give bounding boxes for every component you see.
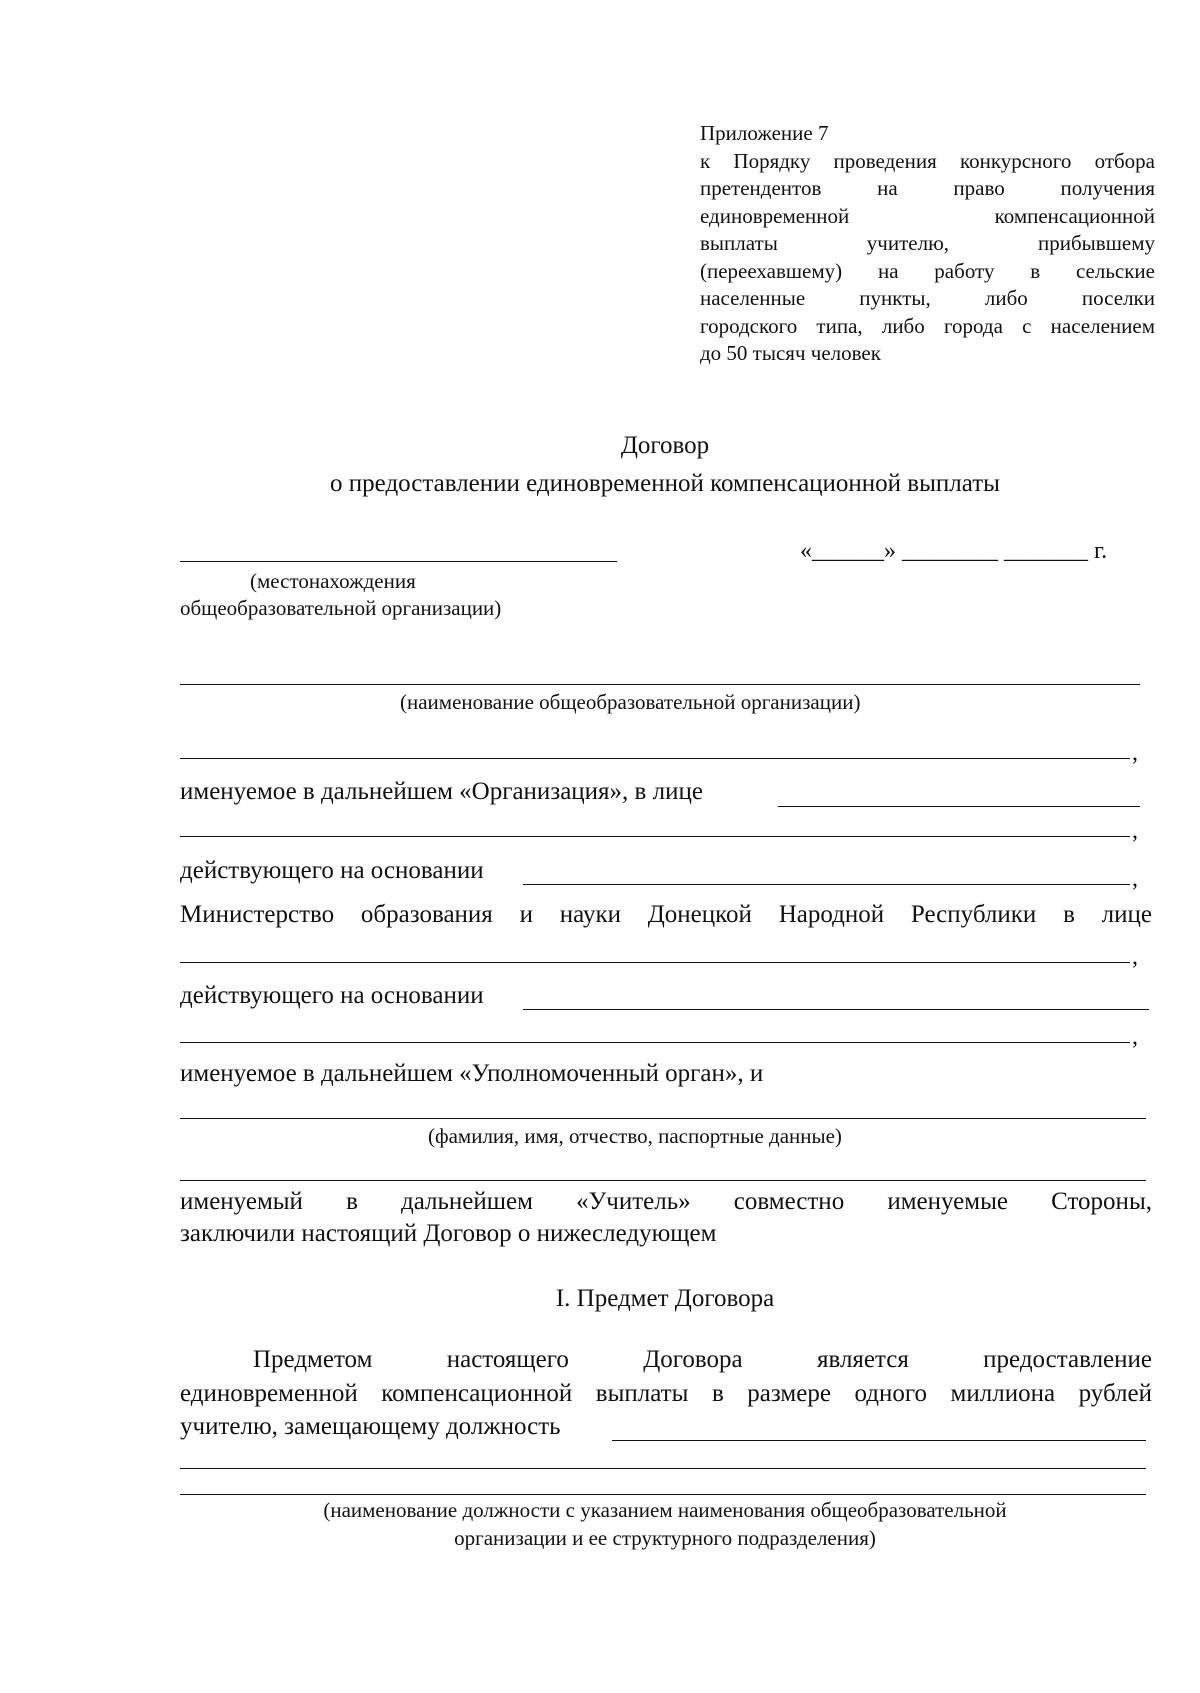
section-paragraph-line: Предметом настоящего Договора является предоставление (253, 1346, 1152, 1373)
location-note: общеобразовательной организации) (180, 596, 502, 620)
date-field[interactable]: «______» ________ _______ г. (800, 538, 1108, 564)
position-note: (наименование должности с указанием наименования общеобразовательной (323, 1498, 1007, 1522)
comma: , (1132, 818, 1138, 844)
org-named-text: именуемое в дальнейшем «Организация», в лице (180, 778, 703, 805)
document-subtitle: о предоставлении единовременной компенсационной выплаты (330, 470, 1000, 497)
section-paragraph-line: единовременной компенсационной выплаты в размере одного миллиона рублей (180, 1380, 1152, 1407)
org-name-note: (наименование общеобразовательной организации) (400, 690, 861, 714)
location-field[interactable] (180, 561, 617, 562)
concluded-text: заключили настоящий Договор о нижеследующем (180, 1220, 717, 1247)
org-name-field[interactable] (180, 684, 1140, 685)
appendix-line: городского типа, либо города с населением (700, 313, 1155, 338)
appendix-number: Приложение 7 (700, 121, 829, 145)
org-representative-continued-field[interactable] (180, 836, 1130, 837)
location-note: (местонахождения (250, 569, 416, 593)
position-note: организации и ее структурного подразделения) (454, 1526, 876, 1550)
appendix-line: до 50 тысяч человек (700, 341, 881, 365)
section-heading: I. Предмет Договора (555, 1285, 775, 1312)
ministry-text: Министерство образования и науки Донецкой Народной Республики в лице (180, 901, 1152, 928)
acting-basis-text: действующего на основании (180, 857, 484, 884)
acting-basis-continued-field[interactable] (180, 1042, 1130, 1043)
acting-basis-text: действующего на основании (180, 982, 484, 1009)
comma: , (1132, 866, 1138, 892)
ministry-representative-field[interactable] (180, 962, 1130, 963)
appendix-line: к Порядку проведения конкурсного отбора (700, 148, 1155, 173)
position-continued-field[interactable] (180, 1468, 1146, 1469)
teacher-named-text: именуемый в дальнейшем «Учитель» совместно именуемые Стороны, (180, 1188, 1152, 1215)
teacher-field[interactable] (180, 1118, 1146, 1119)
appendix-block (700, 120, 1155, 368)
appendix-line: претендентов на право получения (700, 176, 1155, 200)
acting-basis-field[interactable] (523, 884, 1130, 885)
teacher-note: (фамилия, имя, отчество, паспортные данные) (428, 1124, 842, 1148)
appendix-line: выплаты учителю, прибывшему (700, 231, 1155, 255)
section-paragraph-line: учителю, замещающему должность (180, 1413, 561, 1440)
acting-basis-field[interactable] (523, 1009, 1149, 1010)
teacher-continued-field[interactable] (180, 1180, 1146, 1181)
comma: , (1132, 740, 1138, 766)
appendix-line: единовременной компенсационной (700, 203, 1155, 228)
document-title: Договор (620, 432, 710, 459)
org-representative-field[interactable] (778, 806, 1140, 807)
position-continued-field[interactable] (180, 1494, 1146, 1495)
appendix-line: населенные пункты, либо поселки (700, 286, 1155, 310)
comma: , (1132, 944, 1138, 970)
org-name-continued-field[interactable] (180, 758, 1130, 759)
comma: , (1132, 1024, 1138, 1050)
authority-named-text: именуемое в дальнейшем «Уполномоченный орган», и (180, 1060, 764, 1087)
position-field[interactable] (612, 1440, 1146, 1441)
appendix-line: (переехавшему) на работу в сельские (700, 258, 1155, 283)
